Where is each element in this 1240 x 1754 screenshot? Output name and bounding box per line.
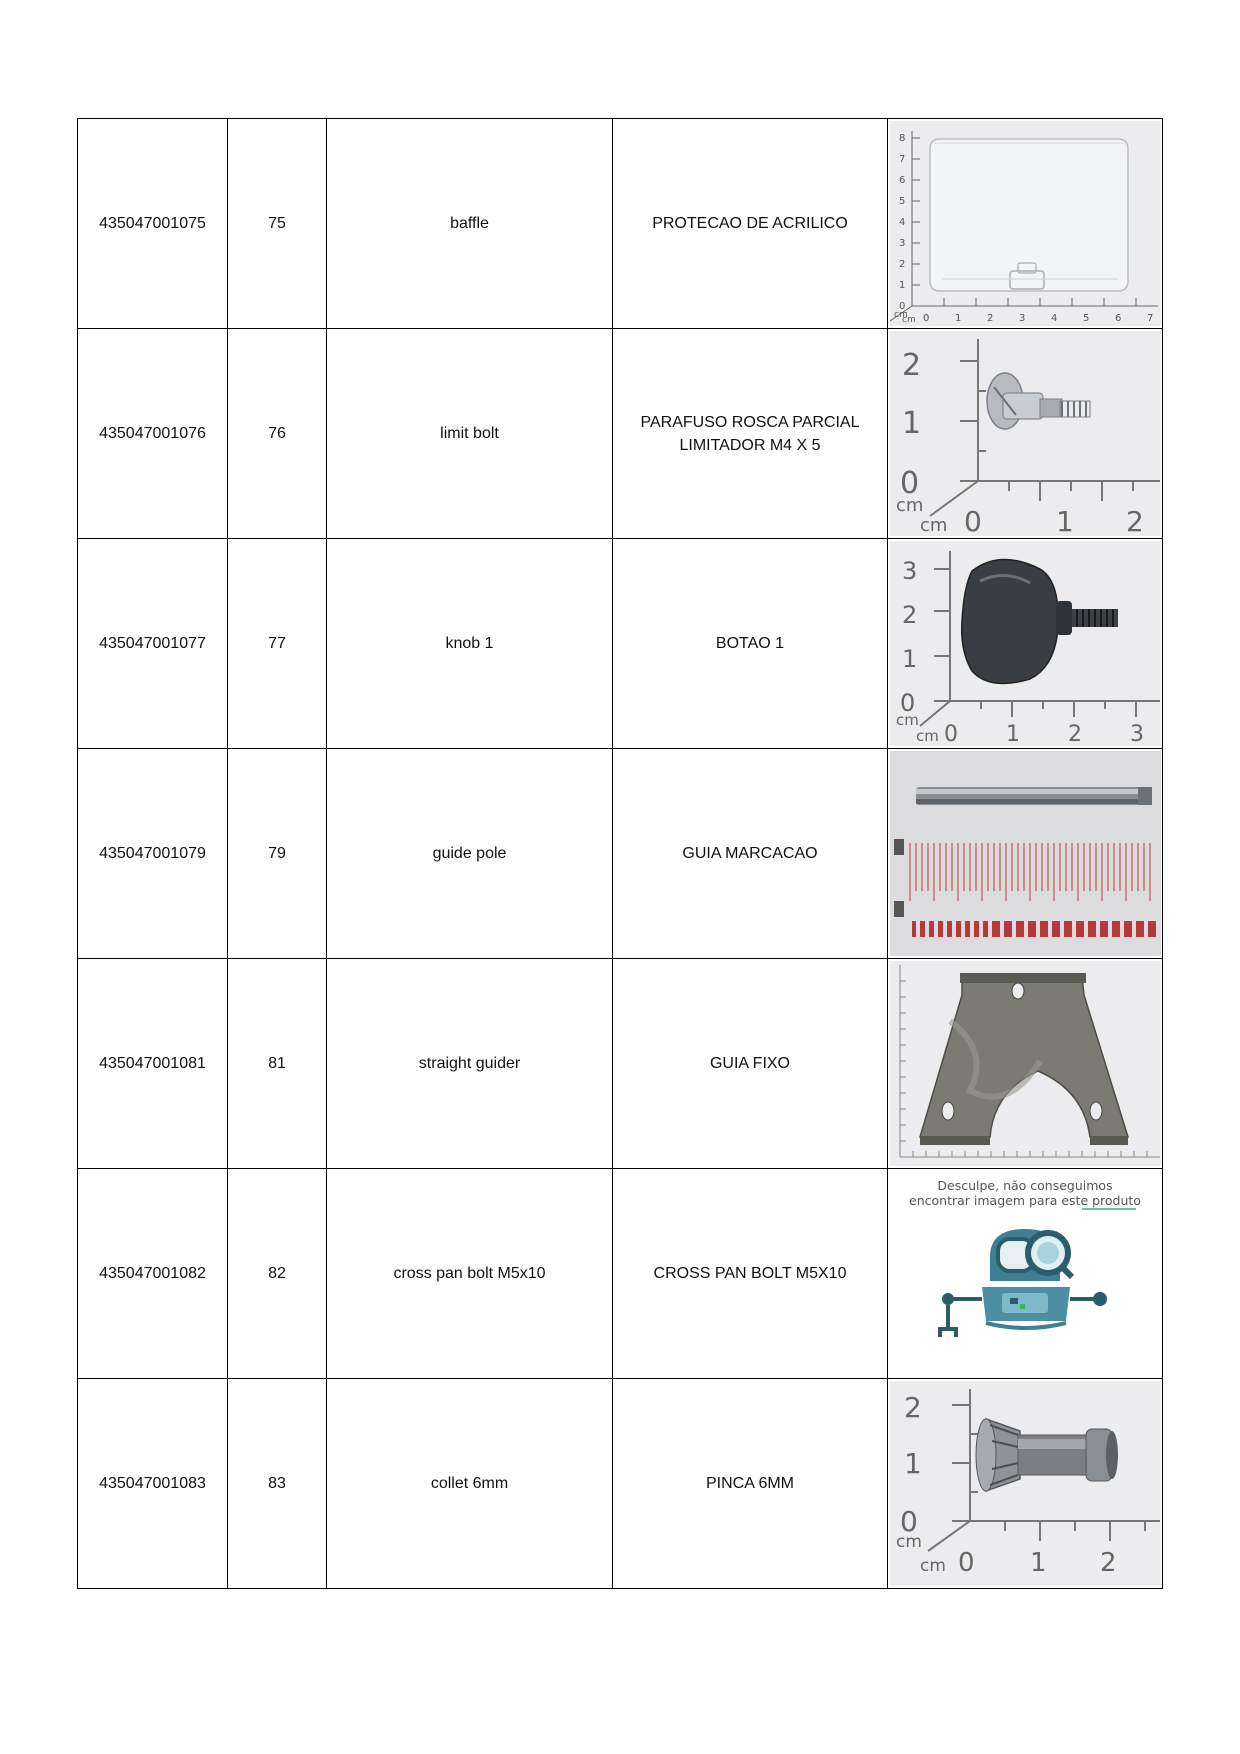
guide-pole-photo (890, 751, 1161, 956)
position-number: 77 (228, 539, 327, 749)
part-name-pt-text: PINCA 6MM (705, 1475, 794, 1492)
position-number: 76 (228, 329, 327, 539)
ruler-y-label: 2 (903, 1391, 922, 1424)
part-name-pt (613, 1379, 888, 1589)
ruler-unit: cm (915, 727, 939, 745)
ruler-x-label: 2 (1067, 722, 1082, 746)
ruler-x-label: 1 (954, 313, 961, 324)
ruler-x-label: 0 (957, 1548, 975, 1578)
ruler-y-label: 7 (898, 154, 905, 165)
part-image-cell (888, 959, 1163, 1169)
position-number: 81 (228, 959, 327, 1169)
ruler-y-label: 1 (898, 280, 905, 291)
collet-photo (890, 1381, 1161, 1586)
ruler-y-label: 6 (898, 175, 905, 186)
ruler-x-label: 2 (1099, 1548, 1117, 1578)
position-number: 75 (228, 119, 327, 329)
ruler-y-label: 0 (899, 689, 915, 717)
parts-table (77, 118, 1163, 1589)
image-not-found-placeholder (890, 1171, 1161, 1376)
part-code: 435047001083 (78, 1379, 228, 1589)
ruler-y-label: 1 (903, 1447, 922, 1480)
scale-digits-bar (912, 921, 1156, 937)
table-row (78, 329, 1163, 539)
table-row (78, 959, 1163, 1169)
part-name-en: baffle (327, 119, 613, 329)
not-found-message-line1: Desculpe, não conseguimos (936, 1178, 1113, 1193)
ruler-x-label: 1 (1055, 505, 1074, 536)
part-image-cell (888, 329, 1163, 539)
limit-bolt-photo (890, 331, 1161, 536)
ruler-y-label: 2 (901, 601, 917, 629)
part-name-pt (613, 749, 888, 959)
ruler-unit: cm (895, 1532, 922, 1552)
ruler-x-label: 3 (1129, 722, 1144, 746)
ruler-unit: cm (895, 711, 919, 729)
ruler-y-label: 2 (901, 348, 921, 383)
ruler-y-label: 1 (901, 645, 917, 673)
part-name-pt (613, 1169, 888, 1379)
part-code: 435047001075 (78, 119, 228, 329)
table-row (78, 119, 1163, 329)
table-row (78, 749, 1163, 959)
position-number: 79 (228, 749, 327, 959)
ruler-y-label: 0 (898, 301, 905, 312)
part-code: 435047001076 (78, 329, 228, 539)
ruler-y-label: 4 (898, 217, 905, 228)
ruler-y-label: 3 (898, 238, 905, 249)
part-name-en: limit bolt (327, 329, 613, 539)
ruler-x-label: 2 (986, 313, 993, 324)
ruler-y-label: 3 (901, 557, 917, 585)
ruler-y-label: 5 (898, 196, 905, 207)
acrylic-guard-photo (890, 121, 1161, 326)
ruler-y-label: 0 (899, 1505, 918, 1538)
part-name-pt-text: PROTECAO DE ACRILICO (652, 215, 848, 232)
table-row (78, 1169, 1163, 1379)
ruler-unit: cm (895, 495, 923, 516)
ruler-y-label: 2 (898, 259, 905, 270)
part-name-pt-text: GUIA FIXO (709, 1055, 790, 1072)
ruler-x-label: 3 (1018, 313, 1025, 324)
part-name-en: collet 6mm (327, 1379, 613, 1589)
ruler-x-label: 0 (943, 722, 958, 746)
ruler-y-label: 0 (899, 466, 919, 501)
part-name-en: straight guider (327, 959, 613, 1169)
ruler-x-label: 4 (1050, 313, 1057, 324)
part-name-pt (613, 119, 888, 329)
part-name-en: cross pan bolt M5x10 (327, 1169, 613, 1379)
ruler-x-label: 1 (1029, 1548, 1047, 1578)
ruler-x-label: 7 (1146, 313, 1153, 324)
part-name-pt-text: CROSS PAN BOLT M5X10 (653, 1265, 847, 1282)
table-row (78, 539, 1163, 749)
position-number: 82 (228, 1169, 327, 1379)
ruler-x-label: 0 (922, 313, 929, 324)
ruler-x-label: 1 (1005, 722, 1020, 746)
part-code: 435047001077 (78, 539, 228, 749)
part-image-cell (888, 749, 1163, 959)
part-code: 435047001079 (78, 749, 228, 959)
ruler-x-label: 6 (1114, 313, 1121, 324)
guide-pole-shape (916, 787, 1152, 805)
part-name-pt (613, 959, 888, 1169)
part-name-pt-text: PARAFUSO ROSCA PARCIAL LIMITADOR M4 X 5 (640, 413, 860, 454)
table-row (78, 1379, 1163, 1589)
ruler-x-label: 2 (1125, 505, 1144, 536)
part-name-pt-text: BOTAO 1 (715, 635, 785, 652)
part-image-cell (888, 1379, 1163, 1589)
ruler-unit: cm (901, 315, 916, 325)
part-name-en: knob 1 (327, 539, 613, 749)
ruler-unit: cm (919, 515, 947, 536)
part-name-pt (613, 539, 888, 749)
part-code: 435047001081 (78, 959, 228, 1169)
ruler-x-label: 0 (963, 505, 982, 536)
position-number: 83 (228, 1379, 327, 1589)
part-name-pt (613, 329, 888, 539)
ruler-y-label: 1 (901, 406, 921, 441)
part-image-cell (888, 119, 1163, 329)
ruler-y-label: 8 (898, 133, 905, 144)
straight-guider-photo (890, 961, 1161, 1166)
part-name-pt-text: GUIA MARCACAO (682, 845, 818, 862)
part-name-en: guide pole (327, 749, 613, 959)
part-image-cell (888, 539, 1163, 749)
ruler-unit: cm (919, 1556, 946, 1576)
knob-photo (890, 541, 1161, 746)
not-found-message-line2: encontrar imagem para este produto (908, 1193, 1141, 1208)
part-code: 435047001082 (78, 1169, 228, 1379)
ruler-unit: cm (893, 310, 908, 320)
ruler-x-label: 5 (1082, 313, 1089, 324)
acrylic-guard-shape (930, 139, 1128, 291)
part-image-cell (888, 1169, 1163, 1379)
